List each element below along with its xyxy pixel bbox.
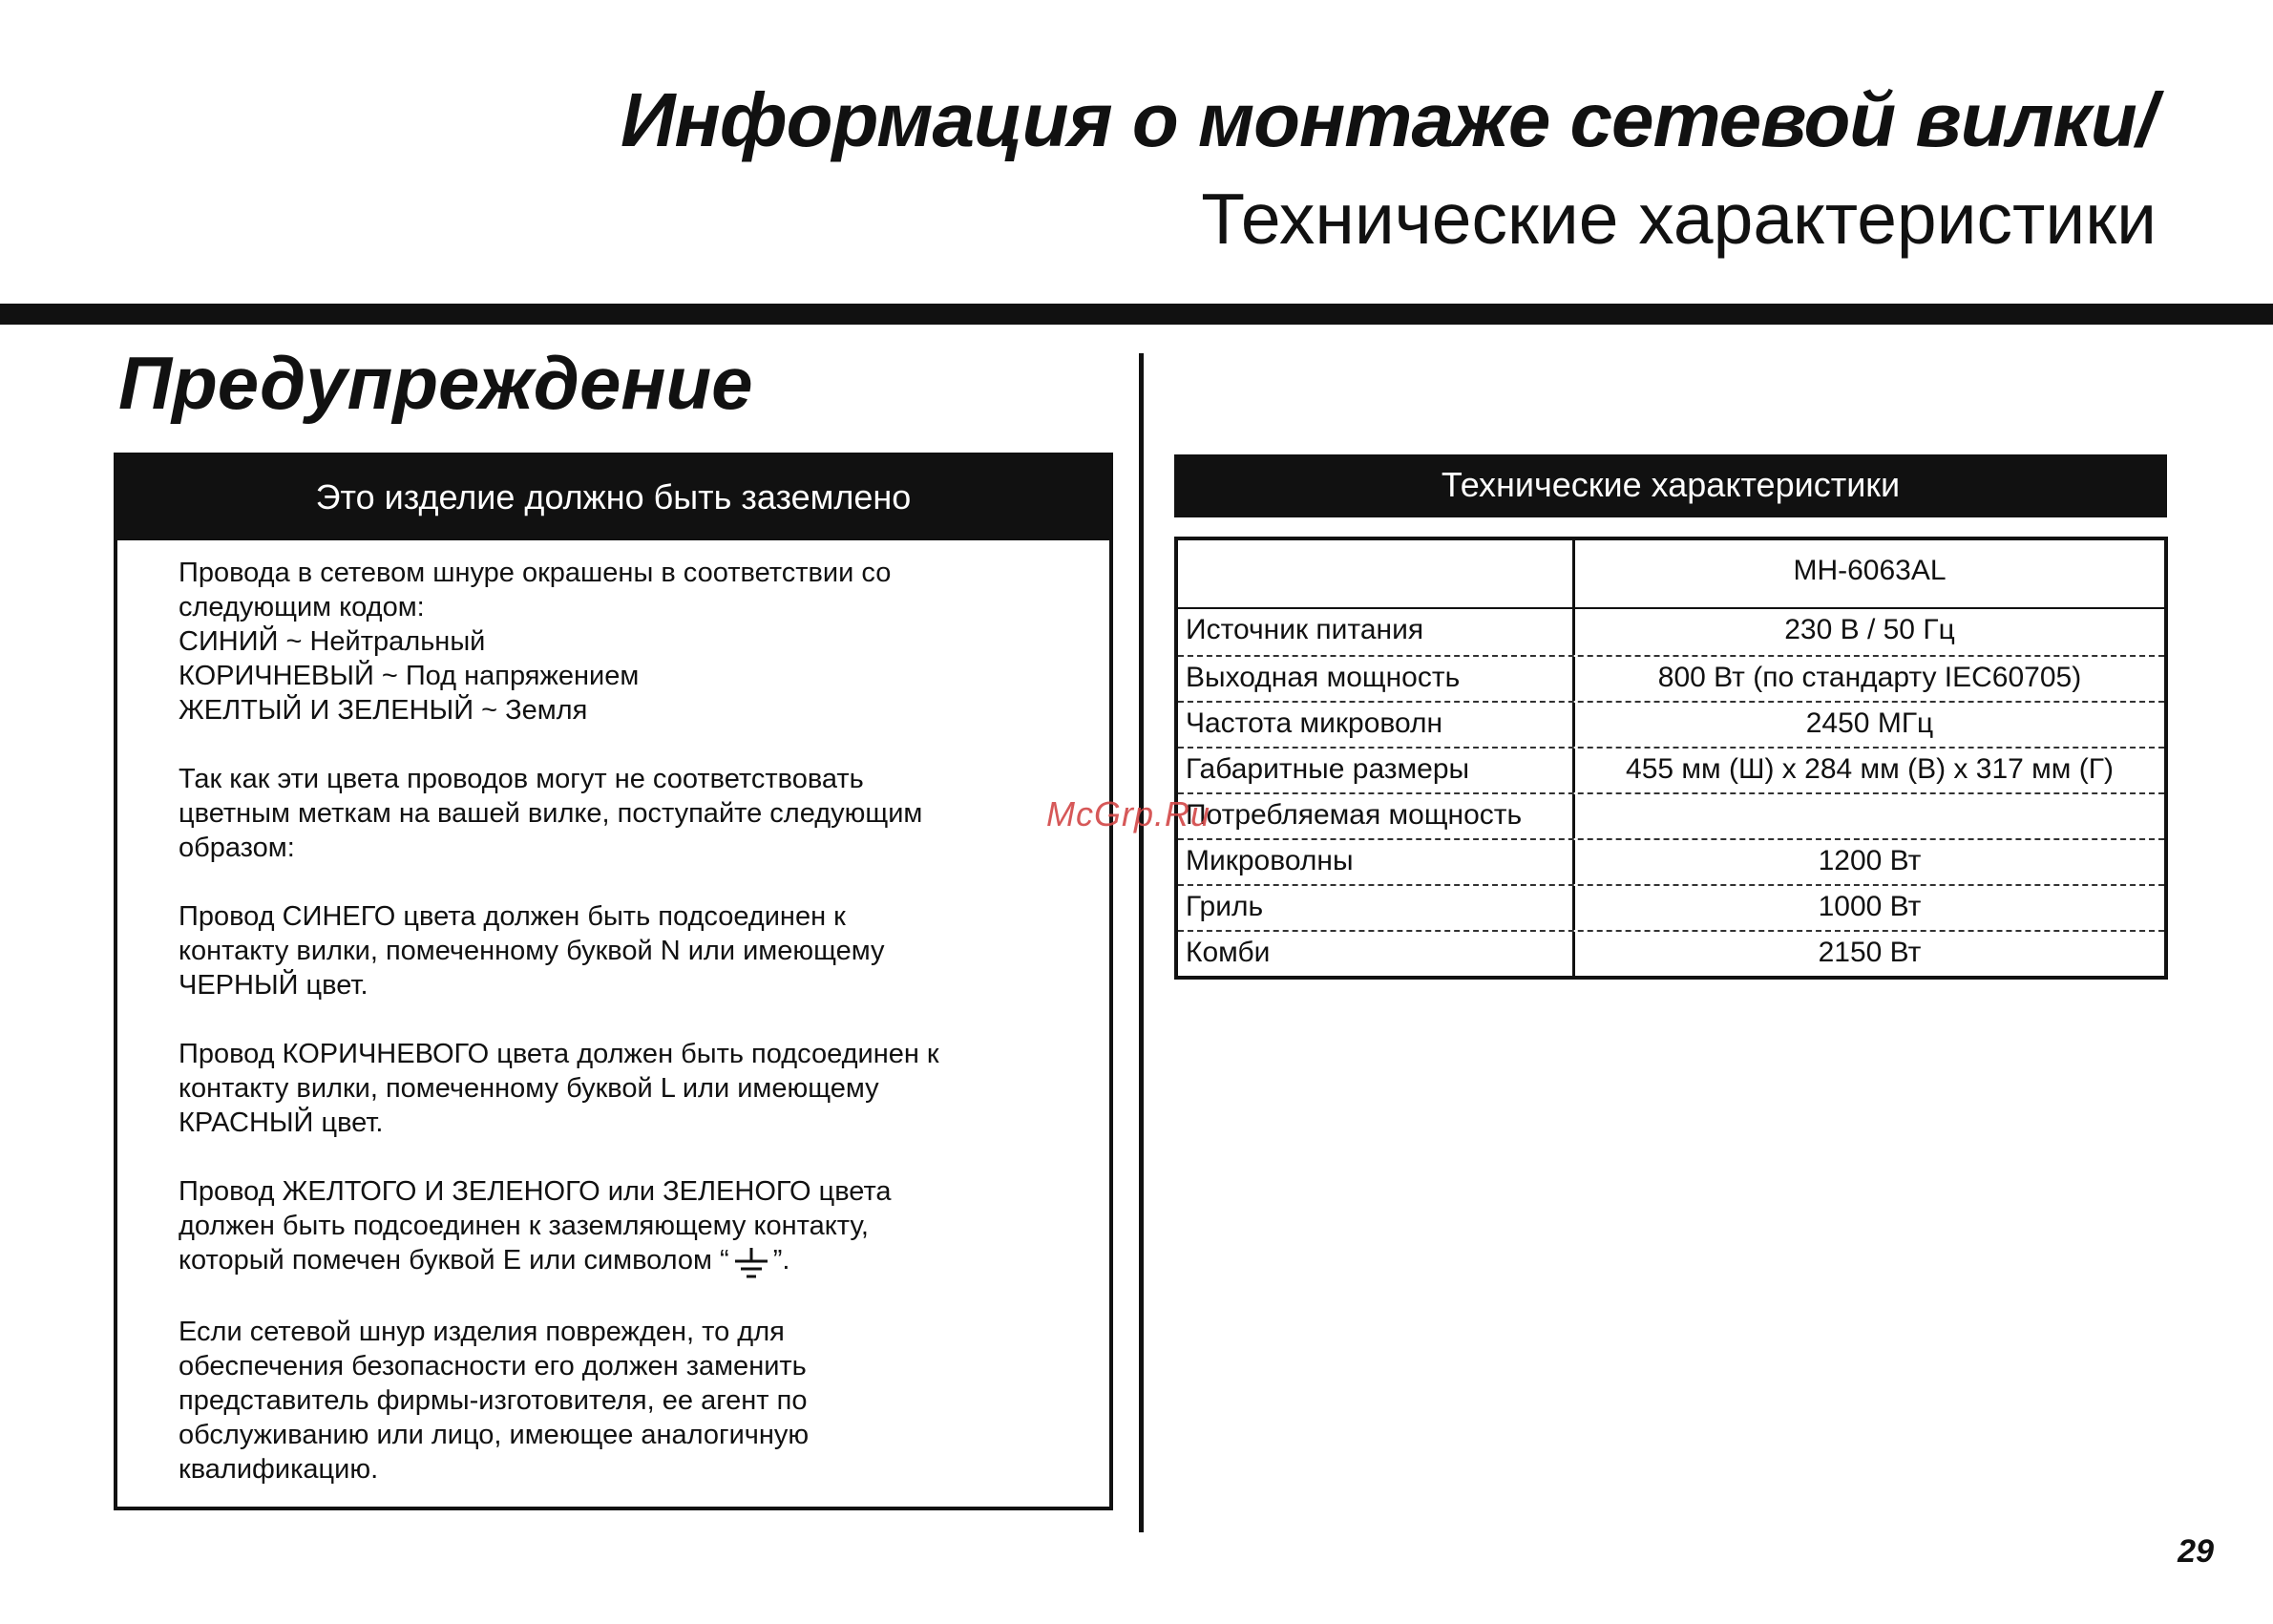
text-line: ЧЕРНЫЙ цвет. [179, 970, 368, 1001]
spec-name: Микроволны [1178, 840, 1575, 884]
spec-name: Источник питания [1178, 609, 1575, 655]
text-line: КРАСНЫЙ цвет. [179, 1107, 384, 1138]
warning-box [114, 453, 1113, 1510]
watermark: McGrp.Ru [1046, 794, 1211, 833]
text-line: КОРИЧНЕВЫЙ ~ Под напряжением [179, 661, 640, 691]
spec-value: 800 Вт (по стандарту IEC60705) [1657, 662, 2082, 693]
brown-wire-paragraph [179, 1037, 1076, 1140]
text-line: контакту вилки, помеченному буквой N или имеющему [179, 936, 885, 966]
warning-body [179, 556, 1076, 1521]
text-line: представитель фирмы-изготовителя, ее агент по [179, 1385, 808, 1416]
text-fragment: который помечен буквой E или символом “ [179, 1245, 729, 1276]
spec-value: 1200 Вт [1818, 845, 1922, 876]
ground-symbol-line [179, 1243, 1076, 1280]
text-line: Провод СИНЕГО цвета должен быть подсоединен к [179, 901, 846, 932]
spec-name: Выходная мощность [1178, 657, 1575, 701]
table-row [1178, 609, 2164, 655]
ground-wire-paragraph [179, 1174, 1076, 1280]
spec-name: Потребляемая мощность [1178, 794, 1575, 838]
text-line: Так как эти цвета проводов могут не соответствовать [179, 764, 864, 794]
text-line: обслуживанию или лицо, имеющее аналогичную [179, 1420, 810, 1450]
specs-corner-cell [1178, 540, 1575, 607]
spec-name: Частота микроволн [1178, 703, 1575, 747]
wire-color-code-paragraph [179, 556, 1076, 728]
text-line: СИНИЙ ~ Нейтральный [179, 626, 486, 657]
text-line: следующим кодом: [179, 592, 425, 622]
text-line: цветным меткам на вашей вилке, поступайте следующим [179, 798, 923, 829]
damaged-cord-paragraph [179, 1315, 1076, 1487]
spec-name: Гриль [1178, 886, 1575, 930]
table-row [1178, 655, 2164, 701]
table-row [1178, 884, 2164, 930]
blue-wire-paragraph [179, 899, 1076, 1002]
table-row [1178, 930, 2164, 976]
spec-value [1575, 794, 2164, 838]
table-row [1178, 792, 2164, 838]
text-line: Провод ЖЕЛТОГО И ЗЕЛЕНОГО или ЗЕЛЕНОГО цвета [179, 1176, 892, 1207]
spec-value: 455 мм (Ш) x 284 мм (В) x 317 мм (Г) [1626, 753, 2114, 785]
ground-symbol-icon [731, 1248, 771, 1280]
spec-value: 1000 Вт [1818, 891, 1922, 922]
text-line: Провода в сетевом шнуре окрашены в соответствии со [179, 558, 892, 588]
warning-heading: Предупреждение [118, 341, 753, 425]
header-divider [0, 304, 2273, 325]
text-fragment: ”. [772, 1245, 790, 1276]
specs-table [1174, 537, 2168, 980]
spec-name: Габаритные размеры [1178, 749, 1575, 792]
table-row [1178, 701, 2164, 747]
page-title: Информация о монтаже сетевой вилки/ [620, 77, 2157, 162]
text-line: образом: [179, 833, 295, 863]
text-line: Провод КОРИЧНЕВОГО цвета должен быть подсоединен к [179, 1039, 939, 1069]
specs-model: MH-6063AL [1793, 555, 1947, 586]
text-line: должен быть подсоединен к заземляющему контакту, [179, 1211, 869, 1241]
specs-title-bar: Технические характеристики [1174, 454, 2167, 517]
table-row [1178, 747, 2164, 792]
text-line: ЖЕЛТЫЙ И ЗЕЛЕНЫЙ ~ Земля [179, 695, 588, 726]
spec-value: 2450 МГц [1805, 707, 1934, 739]
mismatch-paragraph [179, 762, 1076, 865]
text-line: обеспечения безопасности его должен заменить [179, 1351, 807, 1381]
text-line: контакту вилки, помеченному буквой L или имеющему [179, 1073, 879, 1104]
spec-value: 230 В / 50 Гц [1784, 614, 1955, 645]
page-subtitle: Технические характеристики [1201, 179, 2157, 259]
text-line: квалификацию. [179, 1454, 379, 1485]
spec-value: 2150 Вт [1818, 937, 1922, 968]
warning-box-title: Это изделие должно быть заземлено [117, 456, 1109, 540]
column-divider [1139, 353, 1144, 1532]
spec-name: Комби [1178, 932, 1575, 976]
text-line: Если сетевой шнур изделия поврежден, то для [179, 1317, 785, 1347]
table-row [1178, 838, 2164, 884]
specs-model-row [1178, 540, 2164, 609]
page-number: 29 [2178, 1533, 2214, 1570]
